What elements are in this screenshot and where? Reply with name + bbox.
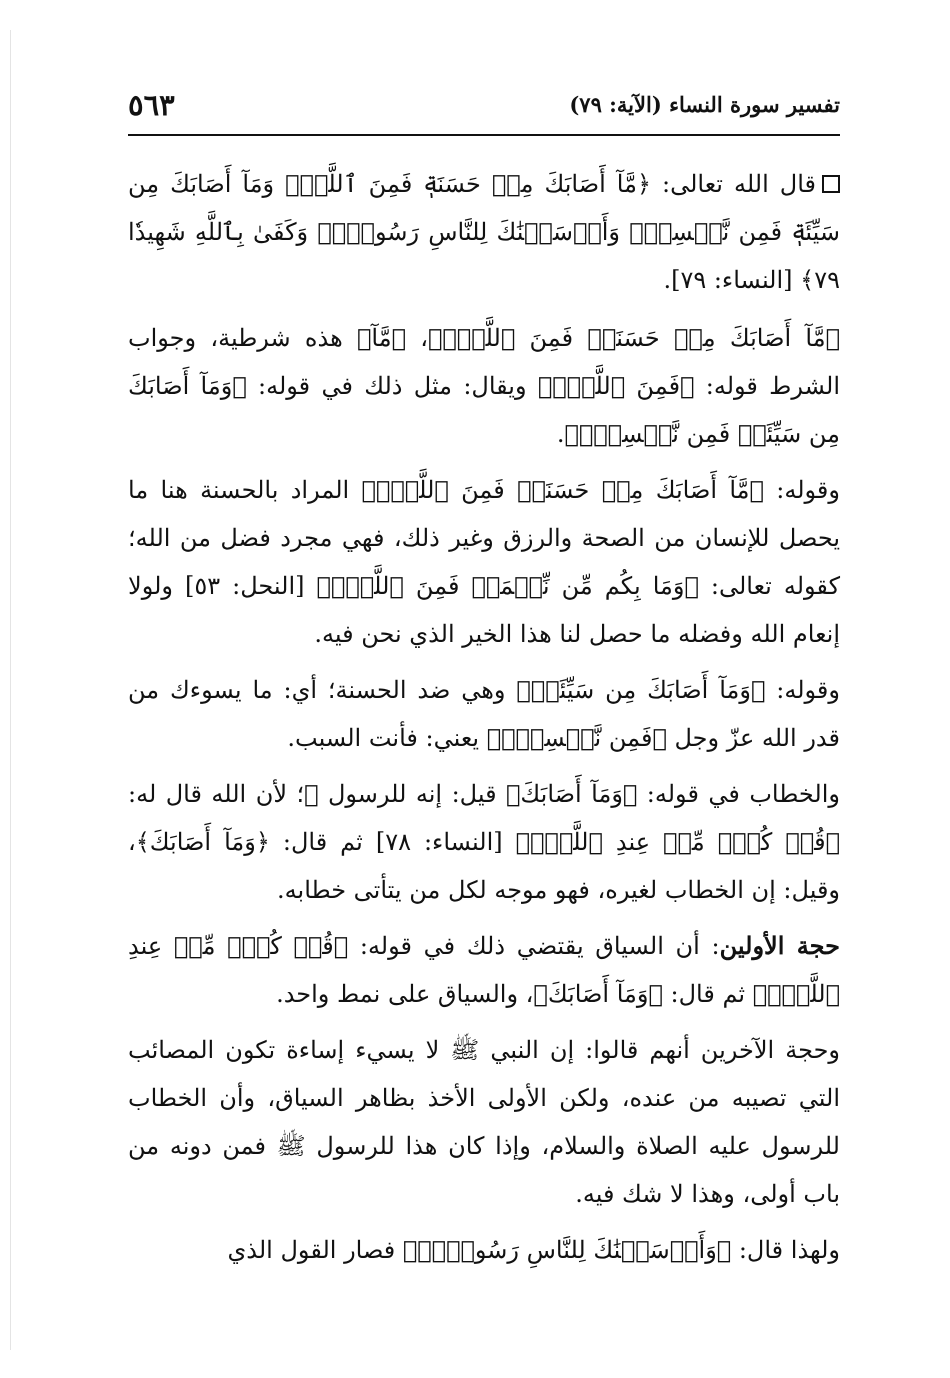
paragraph-text: وقوله: ﴿مَّآ أَصَابَكَ مِنۡ حَسَنَةٖ فَمِنَ ٱللَّهِۖ﴾ المراد بالحسنة هنا ما يحصل للإنسان من الصحة والرزق وغير ذلك، فهي مجرد فضل من الله؛ كقوله تعالى: ﴿وَمَا بِكُم مِّن نِّعۡمَةٖ فَمِنَ ٱللَّهِۖ﴾ [النحل: ٥٣] ولولا إنعام الله وفضله ما حصل لنا هذا الخير الذي نحن فيه. (128, 476, 841, 648)
header-rule (128, 134, 840, 136)
paragraph (128, 1026, 840, 1218)
scan-edge-line (10, 30, 11, 1350)
paragraph-text: : أن السياق يقتضي ذلك في قوله: ﴿قُلۡ كُلّٞ مِّنۡ عِندِ ٱللَّهِۖ﴾ ثم قال: ﴿وَمَآ أَصَابَكَ﴾، والسياق على نمط واحد. (128, 932, 840, 1008)
paragraph-text: وحجة الآخرين أنهم قالوا: إن النبي ﷺ لا يسيء إساءة تكون المصائب التي تصيبه من عنده، ولكن الأولى الأخذ بظاهر السياق، وأن الخطاب للرسول عليه الصلاة والسلام، وإذا كان هذا للرسول ﷺ فمن دونه من باب أولى، وهذا لا شك فيه. (128, 1036, 840, 1208)
paragraph-verse (128, 160, 840, 304)
paragraph (128, 466, 840, 658)
paragraph-text: والخطاب في قوله: ﴿وَمَآ أَصَابَكَ﴾ قيل: إنه للرسول ﷺ؛ لأن الله قال له: ﴿قُلۡ كُلّٞ مِّنۡ عِندِ ٱللَّهِۖ﴾ [النساء: ٧٨] ثم قال: ﴿وَمَآ أَصَابَكَ﴾، وقيل: إن الخطاب لغيره، فهو موجه لكل من يتأتى خطابه. (128, 780, 840, 904)
paragraph (128, 1226, 840, 1274)
paragraph-text: قال الله تعالى: ﴿مَّآ أَصَابَكَ مِنۡ حَسَنَةٖ فَمِنَ ٱللَّهِۖ وَمَآ أَصَابَكَ مِن سَيِّئَةٖ فَمِن نَّفۡسِكَۚ وَأَرۡسَلۡنَٰكَ لِلنَّاسِ رَسُولٗاۚ وَكَفَىٰ بِٱللَّهِ شَهِيدٗا ٧٩﴾ [النساء: ٧٩]. (128, 170, 840, 294)
paragraph-text: وقوله: ﴿وَمَآ أَصَابَكَ مِن سَيِّئَةٖ﴾ وهي ضد الحسنة؛ أي: ما يسوءك من قدر الله عزّ وجل ﴿فَمِن نَّفۡسِكَۚ﴾ يعني: فأنت السبب. (128, 676, 840, 752)
paragraph (128, 314, 840, 458)
square-bullet-icon (822, 175, 840, 193)
paragraph (128, 922, 840, 1018)
paragraph (128, 666, 840, 762)
body-text (128, 160, 840, 1282)
paragraph-lead: حجة الأولين (719, 931, 840, 960)
paragraph-text: ﴿مَّآ أَصَابَكَ مِنۡ حَسَنَةٖ فَمِنَ ٱللَّهِۖ﴾، ﴿مَّآ﴾ هذه شرطية، وجواب الشرط قوله: ﴿فَمِنَ ٱللَّهِۖ﴾ ويقال: مثل ذلك في قوله: ﴿وَمَآ أَصَابَكَ مِن سَيِّئَةٖ فَمِن نَّفۡسِكَۚ﴾. (128, 324, 840, 448)
paragraph (128, 770, 840, 914)
page-number: ٥٦٣ (128, 88, 175, 122)
running-header (128, 88, 840, 128)
header-title: تفسير سورة النساء (الآية: ٧٩) (569, 92, 840, 117)
paragraph-text: ولهذا قال: ﴿وَأَرۡسَلۡنَٰكَ لِلنَّاسِ رَسُولٗاۚ﴾ فصار القول الذي (227, 1236, 840, 1264)
